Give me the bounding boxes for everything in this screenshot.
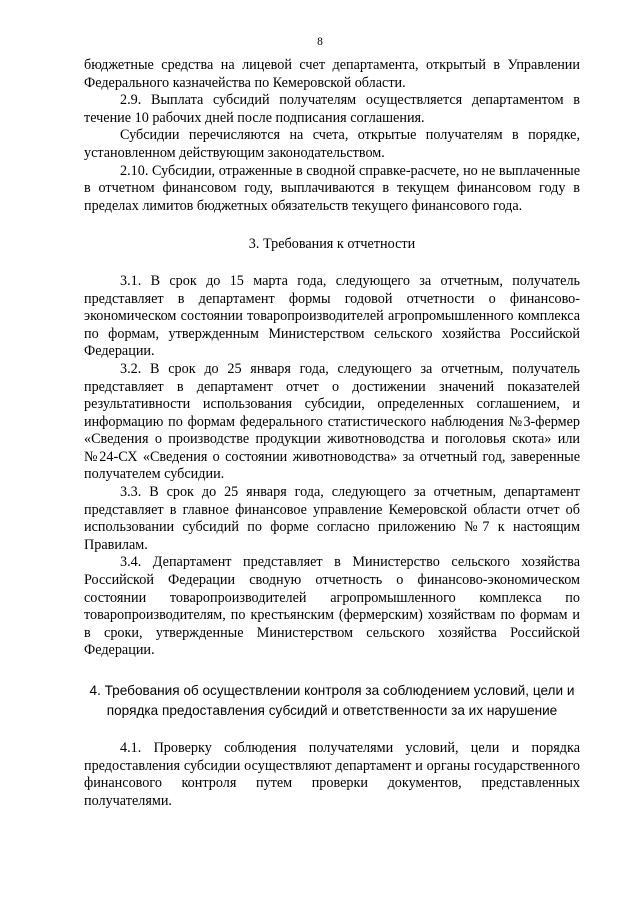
- paragraph-2-9: 2.9. Выплата субсидий получателям осуществляется департаментом в течение 10 рабочих дней после подписания соглашения.: [84, 92, 580, 126]
- paragraph-4-1: 4.1. Проверку соблюдения получателями условий, цели и порядка предоставления субсидии осуществляют департамент и органы государственного финансового контроля путем проверки документов, представленных получателями.: [84, 740, 580, 809]
- section-4-title-line2: порядка предоставления субсидий и ответственности за их нарушение: [106, 703, 558, 718]
- paragraph-3-2: 3.2. В срок до 25 января года, следующего за отчетным, получатель представляет в департамент отчет о достижении значений показателей результативности использования субсидии, определенных соглашением, и информацию по формам федерального статистического наблюдения №3-фермер «Сведения о производстве продукции животноводства и поголовья скота» или №24-СХ «Сведения о состоянии животноводства» за отчетный год, заверенные получателем субсидии.: [84, 360, 580, 483]
- section-4-title: [84, 681, 580, 721]
- paragraph-subsidies-transfer: Субсидии перечисляются на счета, открытые получателям в порядке, установленном действующим законодательством.: [84, 127, 580, 161]
- section-4-title-line1: 4. Требования об осуществлении контроля за соблюдением условий, цели и: [89, 683, 575, 698]
- page-number: 8: [317, 36, 323, 48]
- paragraph-3-1: 3.1. В срок до 15 марта года, следующего за отчетным, получатель представляет в департамент формы годовой отчетности о финансово-экономическом состоянии товаропроизводителей агропромышленного комплекса по формам, утвержденным Министерством сельского хозяйства Российской Федерации.: [84, 272, 580, 360]
- section-3-title: 3. Требования к отчетности: [248, 236, 416, 253]
- paragraph-3-4: 3.4. Департамент представляет в Министерство сельского хозяйства Российской Федерации сводную отчетность о финансово-экономическом состоянии товаропроизводителей агропромышленного комплекса по товаропроизводителям, по крестьянским (фермерским) хозяйствам по формам и в сроки, утвержденные Министерством сельского хозяйства Российской Федерации.: [84, 554, 580, 659]
- document-body: [84, 57, 580, 810]
- paragraph-2-10: 2.10. Субсидии, отраженные в сводной справке-расчете, но не выплаченные в отчетном финансовом году, выплачиваются в текущем финансовом году в пределах лимитов бюджетных обязательств текущего финансового года.: [84, 162, 580, 214]
- paragraph-continuation: бюджетные средства на лицевой счет департамента, открытый в Управлении Федерального казначейства по Кемеровской области.: [84, 57, 580, 91]
- paragraph-3-3: 3.3. В срок до 25 января года, следующего за отчетным, департамент представляет в главное финансовое управление Кемеровской области отчет об использовании субсидий по форме согласно приложению №7 к настоящим Правилам.: [84, 484, 580, 553]
